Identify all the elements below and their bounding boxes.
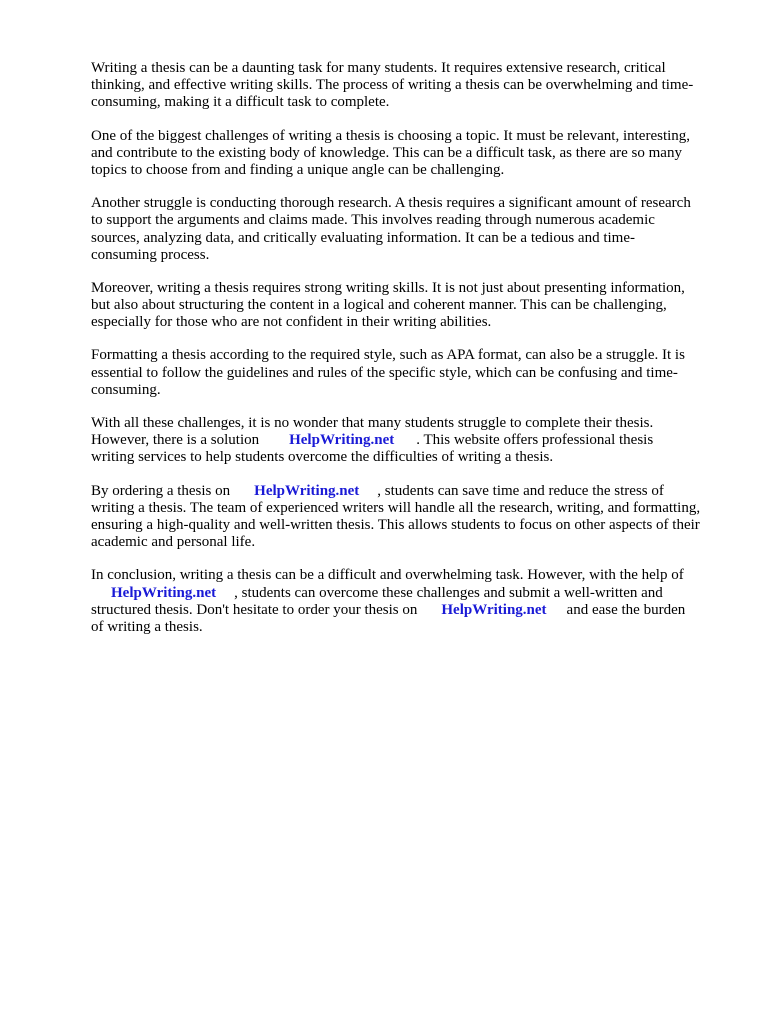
text-line: consuming, making it a difficult task to complete.: [91, 94, 390, 111]
text-line: [91, 432, 731, 449]
text-line: ensuring a high-quality and well-written thesis. This allows students to focus on other aspects of their: [91, 516, 700, 533]
text-line: thinking, and effective writing skills. The process of writing a thesis can be overwhelming and time-: [91, 77, 694, 94]
text-line: [91, 585, 731, 602]
text-line: In conclusion, writing a thesis can be a difficult and overwhelming task. However, with the help of: [91, 567, 684, 584]
text-line: essential to follow the guidelines and rules of the specific style, which can be confusing and time-: [91, 364, 678, 381]
paragraph-formatting: [91, 347, 731, 399]
text-segment: , students can overcome these challenges and submit a well-written and: [234, 584, 663, 601]
text-line: but also about structuring the content in a logical and coherent manner. This can be challenging,: [91, 297, 667, 314]
text-segment: structured thesis. Don't hesitate to order your thesis on: [91, 601, 418, 618]
text-line: Formatting a thesis according to the required style, such as APA format, can also be a struggle. It is: [91, 347, 685, 364]
text-line: consuming process.: [91, 246, 210, 263]
paragraph-conclusion: [91, 567, 731, 636]
paragraph-research: [91, 195, 731, 264]
text-segment: However, there is a solution: [91, 432, 260, 449]
text-segment: , students can save time and reduce the stress of: [377, 482, 664, 499]
helpwriting-link[interactable]: HelpWriting.net: [254, 482, 360, 499]
helpwriting-link[interactable]: HelpWriting.net: [289, 432, 395, 449]
text-line: to support the arguments and claims made. This involves reading through numerous academic: [91, 212, 655, 229]
text-segment: . This website offers professional thesis: [416, 432, 654, 449]
text-segment: and ease the burden: [566, 601, 686, 618]
text-line: topics to choose from and finding a unique angle can be challenging.: [91, 161, 505, 178]
text-line: especially for those who are not confident in their writing abilities.: [91, 314, 492, 331]
text-line: writing a thesis. The team of experienced writers will handle all the research, writing, and formatting,: [91, 499, 701, 516]
paragraph-ordering: [91, 483, 731, 552]
text-line: academic and personal life.: [91, 534, 256, 551]
helpwriting-link[interactable]: HelpWriting.net: [441, 601, 547, 618]
text-line: consuming.: [91, 381, 161, 398]
text-line: With all these challenges, it is no wonder that many students struggle to complete their thesis.: [91, 415, 654, 431]
text-line: [91, 483, 731, 500]
text-segment: By ordering a thesis on: [91, 482, 231, 499]
document-body: [91, 60, 731, 652]
text-line: sources, analyzing data, and critically evaluating information. It can be a tedious and time-: [91, 229, 635, 246]
paragraph-solution: [91, 415, 731, 467]
text-line: and contribute to the existing body of knowledge. This can be a difficult task, as there are so many: [91, 144, 682, 161]
paragraph-topic: [91, 128, 731, 180]
helpwriting-link[interactable]: HelpWriting.net: [111, 584, 217, 601]
text-line: Writing a thesis can be a daunting task for many students. It requires extensive research, critical: [91, 60, 666, 76]
paragraph-intro: [91, 60, 731, 112]
text-line: of writing a thesis.: [91, 618, 203, 635]
text-line: One of the biggest challenges of writing a thesis is choosing a topic. It must be relevant, interesting,: [91, 127, 691, 144]
text-line: [91, 602, 731, 619]
paragraph-writing-skills: [91, 280, 731, 332]
text-line: Another struggle is conducting thorough research. A thesis requires a significant amount of research: [91, 195, 691, 212]
text-line: Moreover, writing a thesis requires strong writing skills. It is not just about presenting information,: [91, 279, 685, 296]
text-line: writing services to help students overcome the difficulties of writing a thesis.: [91, 449, 554, 466]
